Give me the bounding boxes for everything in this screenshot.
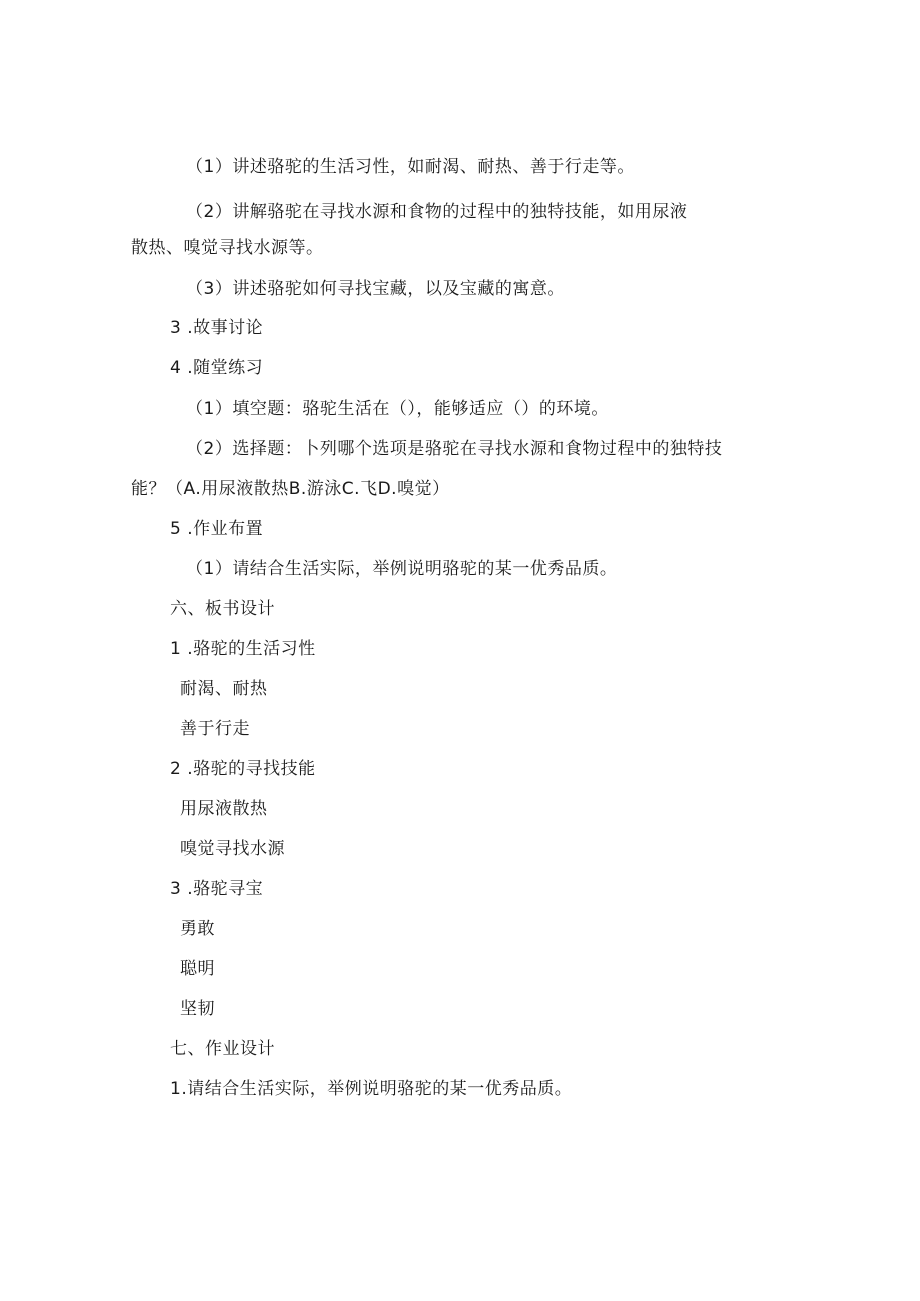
text-line-choice: （2）选择题：卜列哪个选项是骆驼在寻找水源和食物过程中的独特技 <box>186 439 723 459</box>
text-line-homework-1: （1）请结合生活实际，举例说明骆驼的某一优秀品质。 <box>186 559 618 579</box>
heading-classroom-practice: 4 .随堂练习 <box>170 358 264 378</box>
text-line-step-1: （1）讲述骆驼的生活习性，如耐渴、耐热、善于行走等。 <box>186 157 635 177</box>
text-line-step-3: （3）讲述骆驼如何寻找宝藏，以及宝藏的寓意。 <box>186 279 565 299</box>
text-line-walking: 善于行走 <box>180 719 250 739</box>
text-line-homework-design-1: 1.请结合生活实际，举例说明骆驼的某一优秀品质。 <box>170 1079 573 1099</box>
heading-treasure-hunt: 3 .骆驼寻宝 <box>170 879 264 899</box>
text-line-step-2-cont: 散热、嗅觉寻找水源等。 <box>131 238 324 258</box>
heading-living-habits: 1 .骆驼的生活习性 <box>170 639 316 659</box>
text-line-smart: 聪明 <box>180 959 215 979</box>
text-line-thirst-heat: 耐渴、耐热 <box>180 679 268 699</box>
text-line-smell-water: 嗅觉寻找水源 <box>180 839 285 859</box>
text-line-step-2: （2）讲解骆驼在寻找水源和食物的过程中的独特技能，如用尿液 <box>186 202 688 222</box>
text-line-choice-cont: 能？（A.用尿液散热B.游泳C.飞D.嗅觉） <box>131 479 450 499</box>
heading-homework-assign: 5 .作业布置 <box>170 519 264 539</box>
heading-board-design: 六、板书设计 <box>170 599 275 619</box>
text-line-urine-cooling: 用尿液散热 <box>180 799 268 819</box>
heading-finding-skills: 2 .骆驼的寻找技能 <box>170 759 316 779</box>
text-line-fill-blank: （1）填空题：骆驼生活在（），能够适应（）的环境。 <box>186 399 609 419</box>
text-line-brave: 勇敢 <box>180 919 215 939</box>
heading-story-discussion: 3 .故事讨论 <box>170 318 264 338</box>
text-line-tenacious: 坚韧 <box>180 999 215 1019</box>
heading-homework-design: 七、作业设计 <box>170 1039 275 1059</box>
